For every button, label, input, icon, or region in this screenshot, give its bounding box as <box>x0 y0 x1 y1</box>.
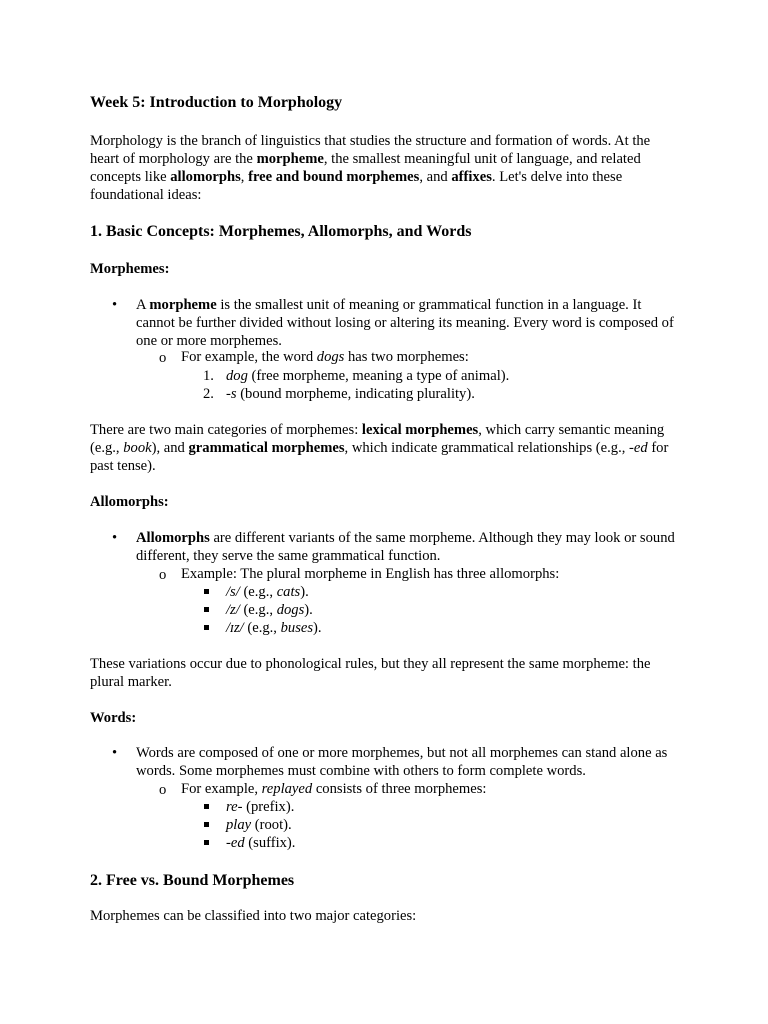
sub-italic-replayed: replayed <box>261 781 313 797</box>
list-item <box>226 367 681 385</box>
variations-paragraph: These variations occur due to phonological rules, but they all represent the same morpheme: the plural marker. <box>90 656 651 690</box>
morpheme-part-item <box>226 798 681 816</box>
square-bullet-marker <box>204 822 209 827</box>
bullet-marker: • <box>112 297 118 313</box>
intro-bold-morpheme: morpheme <box>256 151 324 167</box>
part-desc: (prefix). <box>242 799 295 815</box>
para-text-3: ), and <box>151 440 189 456</box>
sub-text-2: has two morphemes: <box>344 349 469 365</box>
sub-text-1: For example, <box>181 781 262 797</box>
para-bold-grammatical: grammatical morphemes <box>188 440 345 456</box>
allomorph-example: dogs <box>276 602 305 618</box>
allomorphs-label: Allomorphs: <box>90 494 169 510</box>
allomorph-text: (e.g., <box>239 602 277 618</box>
morphemes-label: Morphemes: <box>90 261 170 277</box>
allomorph-item <box>226 619 681 637</box>
list-item-term: dog <box>226 368 248 384</box>
intro-paragraph <box>90 132 680 204</box>
circle-bullet-marker: o <box>159 350 167 366</box>
square-bullet-marker <box>204 589 209 594</box>
square-bullet-marker <box>204 804 209 809</box>
intro-text-4: , and <box>419 169 452 185</box>
morpheme-categories-paragraph <box>90 421 680 475</box>
bullet-text-1: A <box>136 297 150 313</box>
bullet-text: are different variants of the same morpheme. Although they may look or sound different, they serve the same grammatical function. <box>136 530 675 564</box>
sub-italic-dogs: dogs <box>316 349 345 365</box>
morpheme-part-item <box>226 816 681 834</box>
allomorph-text: ). <box>304 602 313 618</box>
bullet-text-2: is the smallest unit of meaning or grammatical function in a language. It cannot be further divided without losing or altering its meaning. Every word is composed of one or more morphemes. <box>136 297 674 349</box>
allomorph-item <box>226 601 681 619</box>
allomorph-text: ). <box>300 584 309 600</box>
allomorph-example: cats <box>276 584 301 600</box>
para-text-4: , which indicate grammatical relationships (e.g., <box>344 440 630 456</box>
list-item-desc: (bound morpheme, indicating plurality). <box>236 386 475 402</box>
list-number: 1. <box>203 368 214 384</box>
allomorph-definition-bullet <box>136 529 681 565</box>
intro-text-2: , the smallest meaningful unit of language, and related concepts like <box>90 151 641 185</box>
sub-text-2: consists of three morphemes: <box>312 781 487 797</box>
intro-bold-free-bound: free and bound morphemes <box>248 169 420 185</box>
para-bold-lexical: lexical morphemes <box>361 422 479 438</box>
list-number: 2. <box>203 386 214 402</box>
part-desc: (root). <box>251 817 292 833</box>
para-text-2: , which carry semantic meaning (e.g., <box>90 422 665 456</box>
para-text-1: There are two main categories of morphemes: <box>90 422 362 438</box>
morpheme-definition-bullet <box>136 296 681 350</box>
part-term: -ed <box>226 835 245 851</box>
replayed-example-sub-bullet <box>181 780 681 798</box>
section-1-heading: 1. Basic Concepts: Morphemes, Allomorphs, and Words <box>90 223 472 240</box>
list-item-term: -s <box>226 386 237 402</box>
list-item <box>226 385 681 403</box>
para-italic-ed: -ed <box>629 440 648 456</box>
section-2-heading: 2. Free vs. Bound Morphemes <box>90 872 295 889</box>
dogs-example-sub-bullet <box>181 348 681 366</box>
allomorph-text: ). <box>313 620 322 636</box>
part-term: re- <box>226 799 243 815</box>
allomorph-form: /ɪz/ <box>226 620 244 636</box>
allomorph-text: (e.g., <box>239 584 277 600</box>
intro-text-3: , <box>240 169 249 185</box>
intro-text-5: . Let's delve into these foundational ideas: <box>90 169 623 203</box>
intro-text-1: Morphology is the branch of linguistics that studies the structure and formation of words. At the heart of morphology are the <box>90 133 651 167</box>
square-bullet-marker <box>204 607 209 612</box>
intro-bold-allomorphs: allomorphs <box>170 169 241 185</box>
allomorph-form: /s/ <box>226 584 240 600</box>
words-label: Words: <box>90 710 137 726</box>
allomorph-text: (e.g., <box>243 620 281 636</box>
section-2-paragraph: Morphemes can be classified into two major categories: <box>90 908 417 924</box>
part-term: play <box>226 817 252 833</box>
bullet-marker: • <box>112 745 118 761</box>
bullet-bold-allomorphs: Allomorphs <box>136 530 210 546</box>
allomorph-item <box>226 583 681 601</box>
allomorph-form: /z/ <box>226 602 240 618</box>
para-text-5: for past tense). <box>90 440 669 474</box>
allomorph-example: buses <box>280 620 314 636</box>
circle-bullet-marker: o <box>159 567 167 583</box>
list-item-desc: (free morpheme, meaning a type of animal). <box>247 368 510 384</box>
sub-text-1: For example, the word <box>181 349 317 365</box>
square-bullet-marker <box>204 840 209 845</box>
para-italic-book: book <box>123 440 152 456</box>
words-definition-bullet: Words are composed of one or more morphemes, but not all morphemes can stand alone as words. Some morphemes must combine with others to form complete words. <box>136 745 668 779</box>
square-bullet-marker <box>204 625 209 630</box>
bullet-marker: • <box>112 530 118 546</box>
part-desc: (suffix). <box>244 835 296 851</box>
intro-bold-affixes: affixes <box>451 169 492 185</box>
plural-example-sub-bullet: Example: The plural morpheme in English has three allomorphs: <box>181 566 560 582</box>
bullet-bold-morpheme: morpheme <box>149 297 217 313</box>
page-title: Week 5: Introduction to Morphology <box>90 94 343 111</box>
morpheme-part-item <box>226 834 681 852</box>
circle-bullet-marker: o <box>159 782 167 798</box>
